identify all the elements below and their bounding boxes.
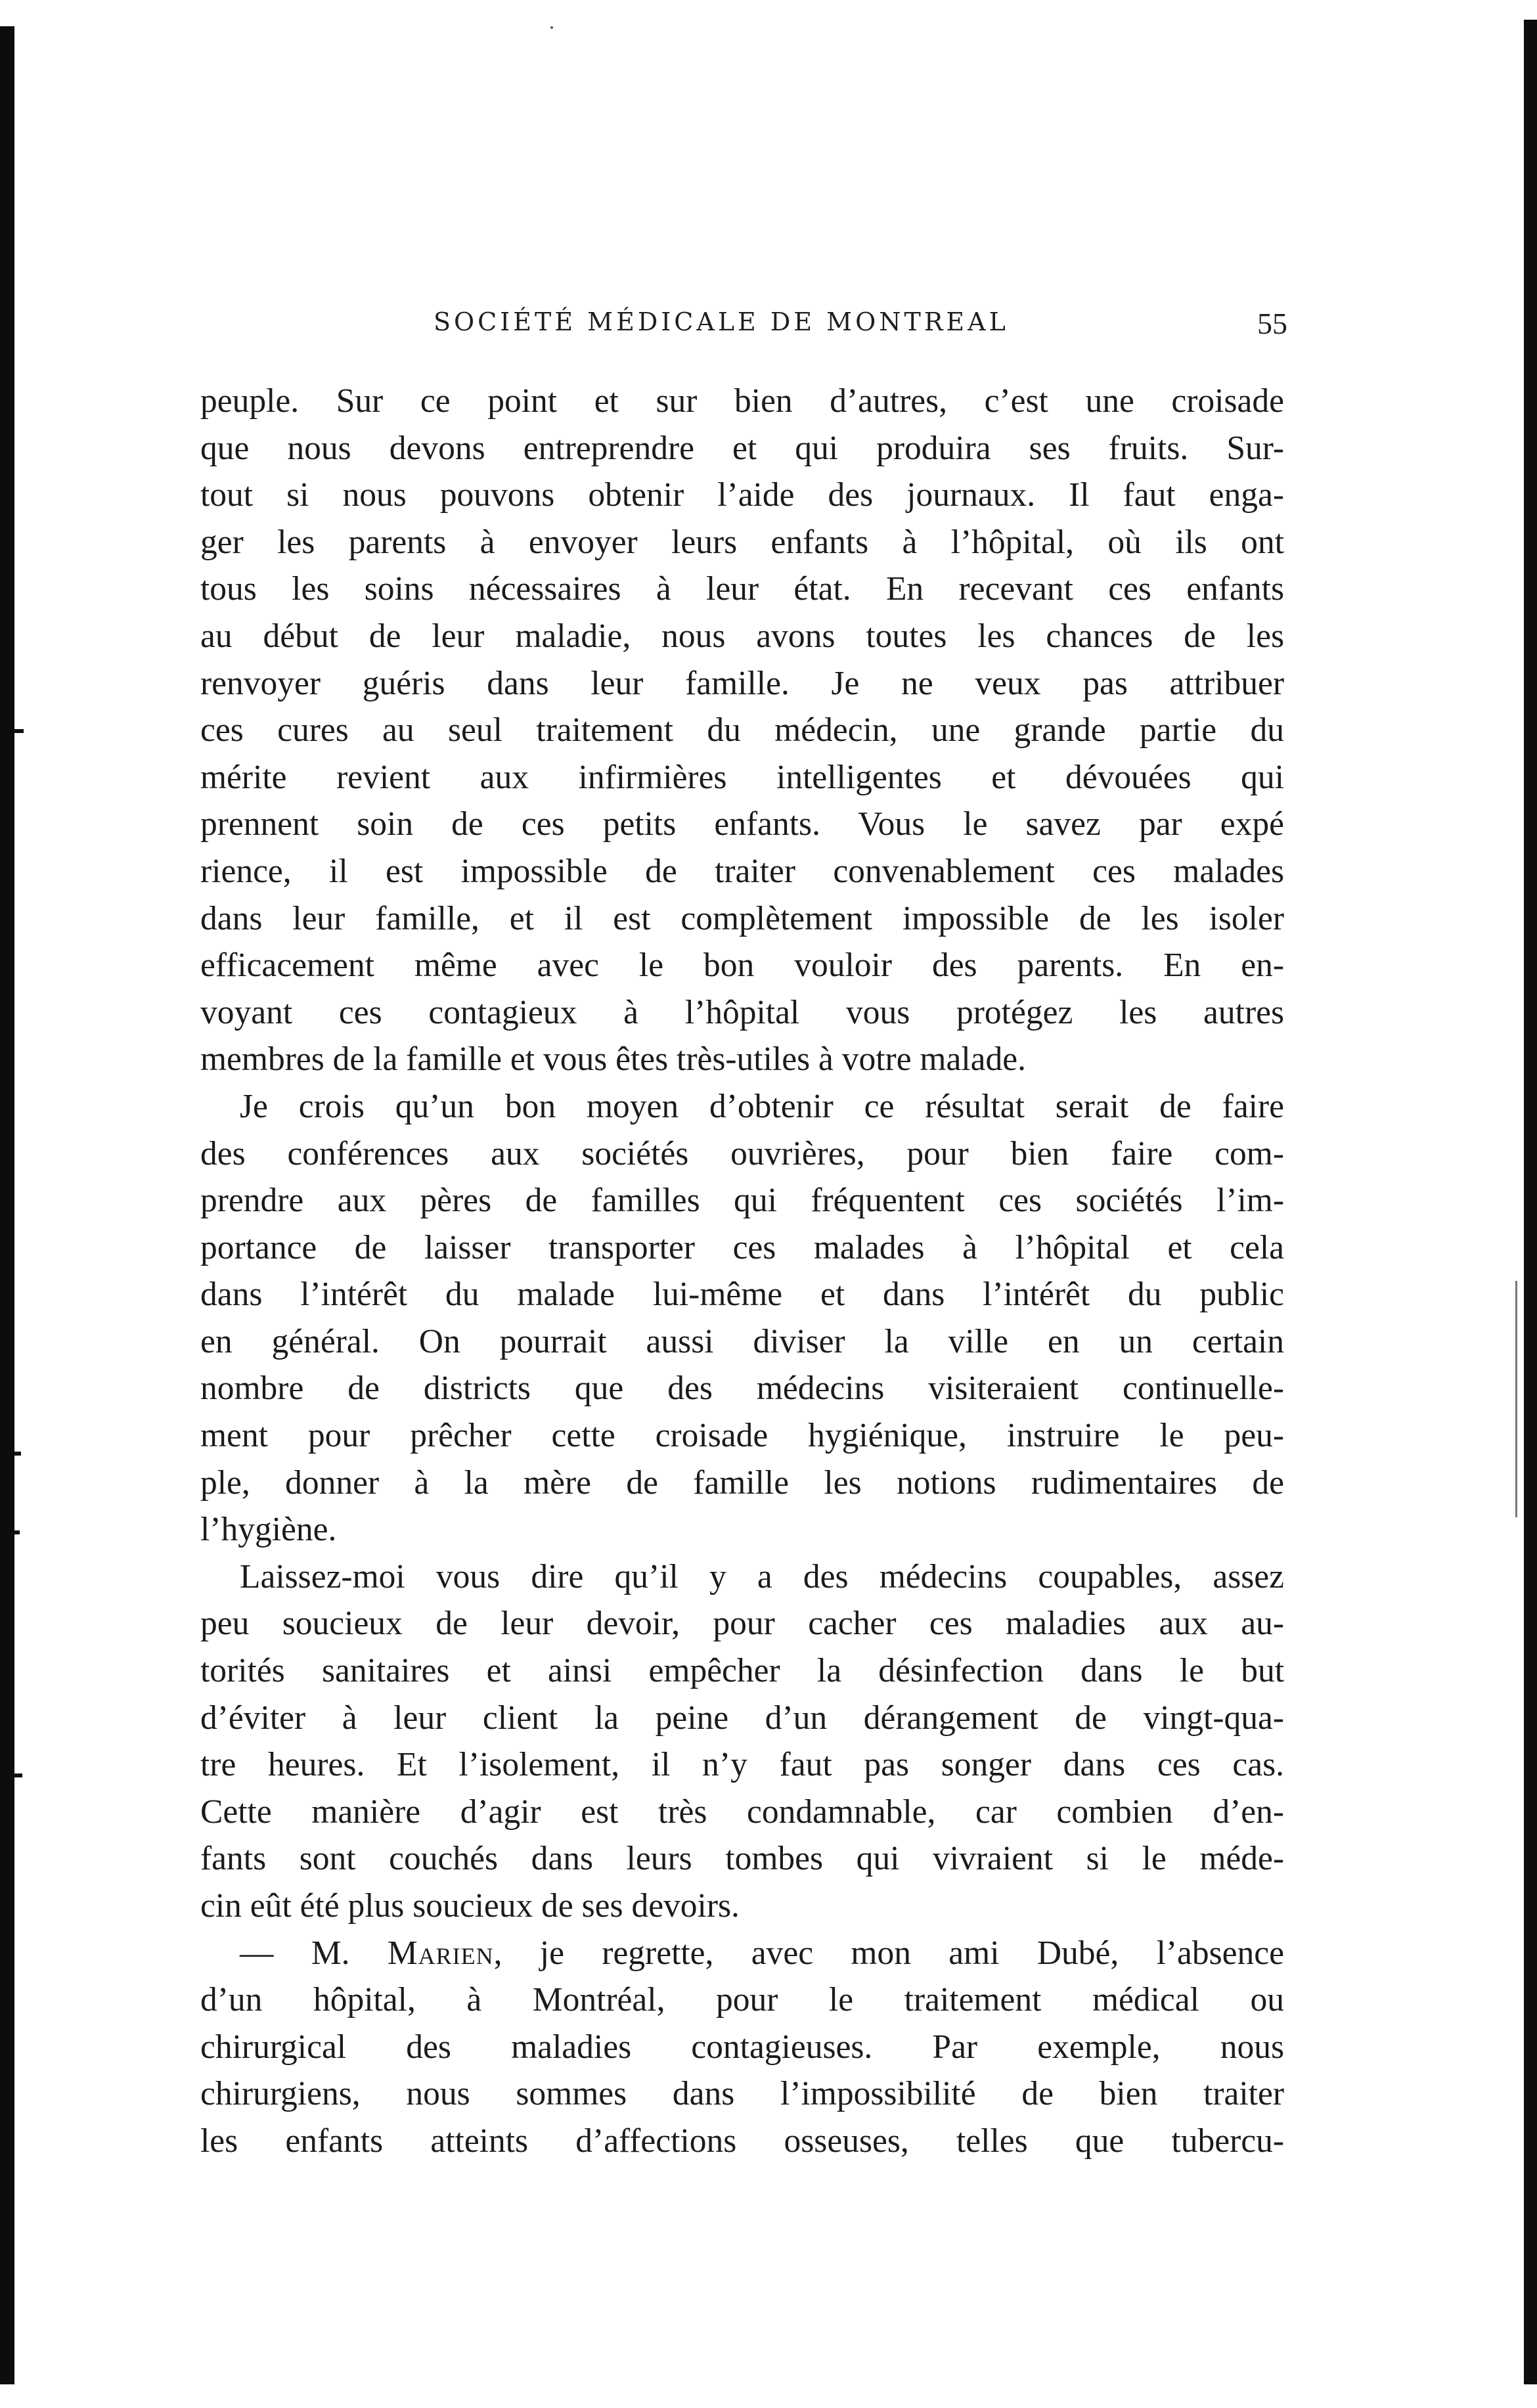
page-header	[204, 307, 1287, 347]
text-line: que nous devons entreprendre et qui produira ses fruits. Sur-	[200, 429, 1284, 467]
text-line: rience, il est impossible de traiter convenablement ces malades	[200, 852, 1284, 890]
text-line: d’éviter à leur client la peine d’un dérangement de vingt-qua-	[200, 1699, 1284, 1737]
text-line: dans l’intérêt du malade lui-même et dans l’intérêt du public	[200, 1276, 1284, 1314]
scan-edge-marks	[14, 729, 33, 1780]
text-line: d’un hôpital, à Montréal, pour le traitement médical ou	[200, 1981, 1284, 2019]
text-line: chirurgical des maladies contagieuses. Par exemple, nous	[200, 2028, 1284, 2066]
scan-right-edge	[1524, 20, 1537, 2384]
text-line: ment pour prêcher cette croisade hygiénique, instruire le peu-	[200, 1417, 1284, 1455]
text-line: en général. On pourrait aussi diviser la ville en un certain	[200, 1322, 1284, 1360]
text-line: Cette manière d’agir est très condamnable, car combien d’en-	[200, 1793, 1284, 1831]
scan-binding-edge	[0, 26, 14, 2384]
scan-faint-mark	[1515, 1281, 1517, 1517]
text-line: nombre de districts que des médecins visiteraient continuelle-	[200, 1370, 1284, 1408]
text-line: voyant ces contagieux à l’hôpital vous protégez les autres	[200, 993, 1284, 1031]
text-line: Je crois qu’un bon moyen d’obtenir ce résultat serait de faire	[240, 1087, 1284, 1125]
text-line: au début de leur maladie, nous avons toutes les chances de les	[200, 617, 1284, 655]
text-line: efficacement même avec le bon vouloir des parents. En en-	[200, 947, 1284, 985]
text-line: portance de laisser transporter ces malades à l’hôpital et cela	[200, 1228, 1284, 1266]
text-line: mérite revient aux infirmières intelligentes et dévouées qui	[200, 758, 1284, 796]
text-line: fants sont couchés dans leurs tombes qui vivraient si le méde-	[200, 1840, 1284, 1878]
text-line: tout si nous pouvons obtenir l’aide des journaux. Il faut enga-	[200, 476, 1284, 514]
running-head: SOCIÉTÉ MÉDICALE DE MONTREAL	[434, 307, 1009, 336]
text-line: peuple. Sur ce point et sur bien d’autres, c’est une croisade	[200, 382, 1284, 420]
dash-lead: — M.	[240, 1934, 388, 1972]
first-line-rest: , je regrette, avec mon ami Dubé, l’absence	[493, 1934, 1285, 1972]
text-line: ple, donner à la mère de famille les notions rudimentaires de	[200, 1463, 1284, 1502]
text-line: prendre aux pères de familles qui fréquentent ces sociétés l’im-	[200, 1182, 1284, 1220]
text-line: cin eût été plus soucieux de ses devoirs.	[200, 1887, 740, 1925]
text-line: peu soucieux de leur devoir, pour cacher ces maladies aux au-	[200, 1605, 1284, 1643]
text-line: chirurgiens, nous sommes dans l’impossibilité de bien traiter	[200, 2075, 1284, 2113]
text-line	[200, 1930, 1284, 1977]
text-line: ces cures au seul traitement du médecin, une grande partie du	[200, 711, 1284, 749]
text-line: tous les soins nécessaires à leur état. En recevant ces enfants	[200, 570, 1284, 608]
body-text	[200, 378, 1284, 2165]
page-number: 55	[1257, 307, 1287, 340]
text-line: l’hygiène.	[200, 1511, 337, 1549]
text-line: Laissez-moi vous dire qu’il y a des médecins coupables, assez	[240, 1557, 1284, 1595]
text-line: membres de la famille et vous êtes très-utiles à votre malade.	[200, 1040, 1026, 1079]
speaker-name: Marien	[387, 1934, 494, 1972]
text-line: tre heures. Et l’isolement, il n’y faut pas songer dans ces cas.	[200, 1746, 1284, 1784]
text-line: dans leur famille, et il est complètement impossible de les isoler	[200, 899, 1284, 937]
text-line: renvoyer guéris dans leur famille. Je ne veux pas attribuer	[200, 664, 1284, 702]
text-line: les enfants atteints d’affections osseuses, telles que tubercu-	[200, 2122, 1284, 2160]
text-line: torités sanitaires et ainsi empêcher la désinfection dans le but	[200, 1652, 1284, 1690]
text-line: prennent soin de ces petits enfants. Vous le savez par expé	[200, 805, 1284, 843]
text-line: des conférences aux sociétés ouvrières, pour bien faire com-	[200, 1134, 1284, 1172]
text-line: ger les parents à envoyer leurs enfants à l’hôpital, où ils ont	[200, 523, 1284, 561]
scan-speck	[550, 26, 553, 29]
